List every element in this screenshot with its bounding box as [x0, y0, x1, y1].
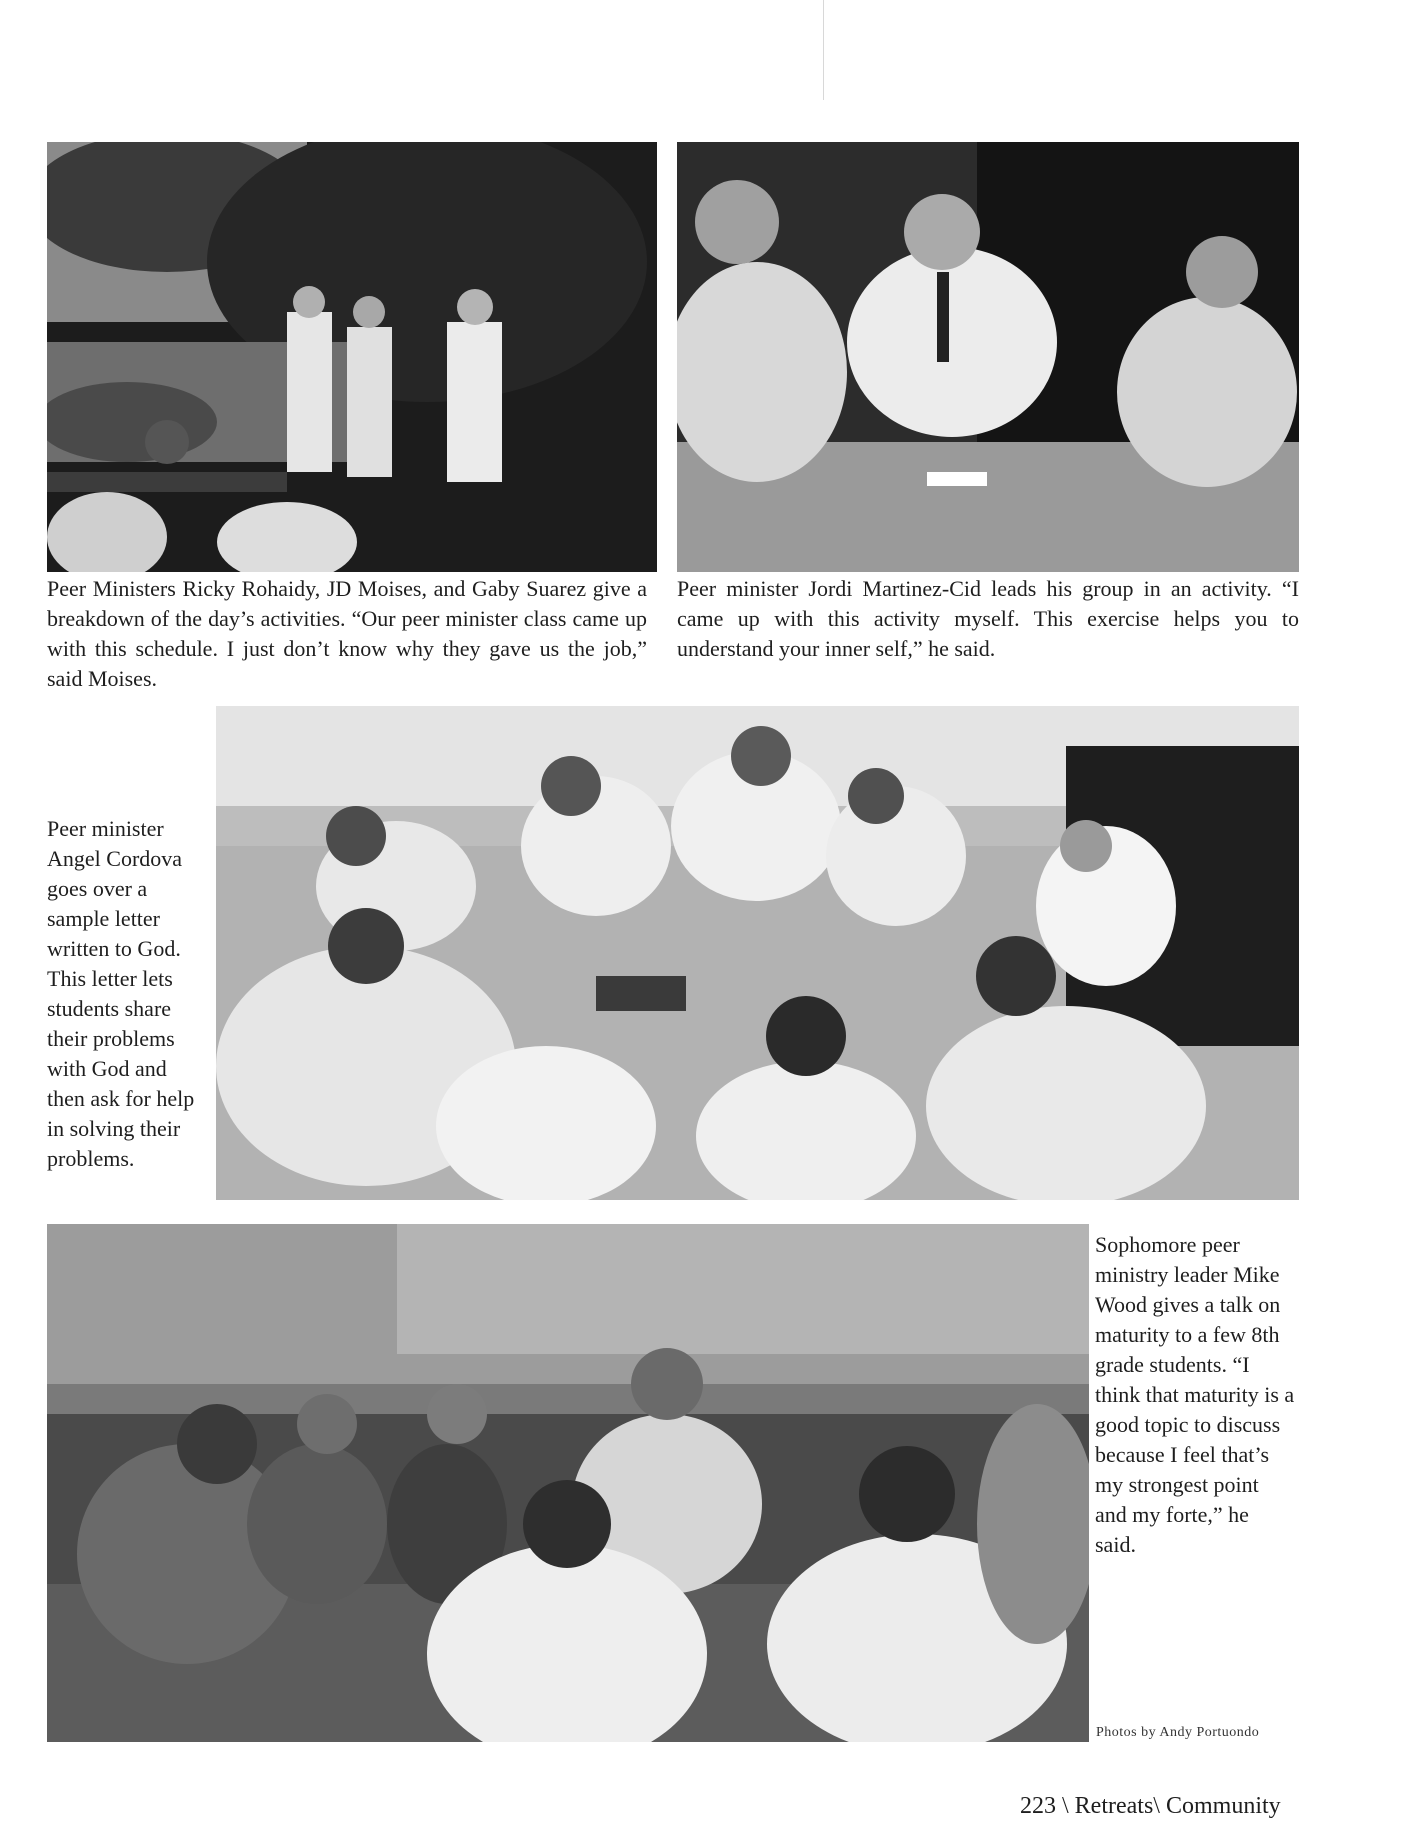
photo-maturity-talk [47, 1224, 1089, 1742]
caption-top-left: Peer Ministers Ricky Rohaidy, JD Moises, and Gaby Suarez give a breakdown of the day’s activities. “Our peer minister class came up with this schedule. I just don’t know why they gave us the job,” said Moises. [47, 576, 647, 691]
caption-bottom-right: Sophomore peer ministry leader Mike Wood gives a talk on maturity to a few 8th grade students. “I think that maturity is a good topic to discuss because I feel that’s my strongest point and my forte,” he said. [1095, 1232, 1295, 1557]
page-folio: 223 \ Retreats\ Community [1020, 1793, 1281, 1819]
caption-top-right: Peer minister Jordi Martinez-Cid leads his group in an activity. “I came up with this activity myself. This exercise helps you to understand your inner self,” he said. [677, 576, 1299, 661]
photo-letter-to-god [216, 706, 1299, 1200]
photo-outdoor-peer-ministers [47, 142, 657, 572]
photo-group-activity [677, 142, 1299, 572]
photo-credit: Photos by Andy Portuondo [1096, 1725, 1260, 1740]
caption-middle-left: Peer minister Angel Cordova goes over a sample letter written to God. This letter lets students share their problems with God and then ask for help in solving their problems. [47, 816, 195, 1171]
page-fold-line [823, 0, 824, 100]
